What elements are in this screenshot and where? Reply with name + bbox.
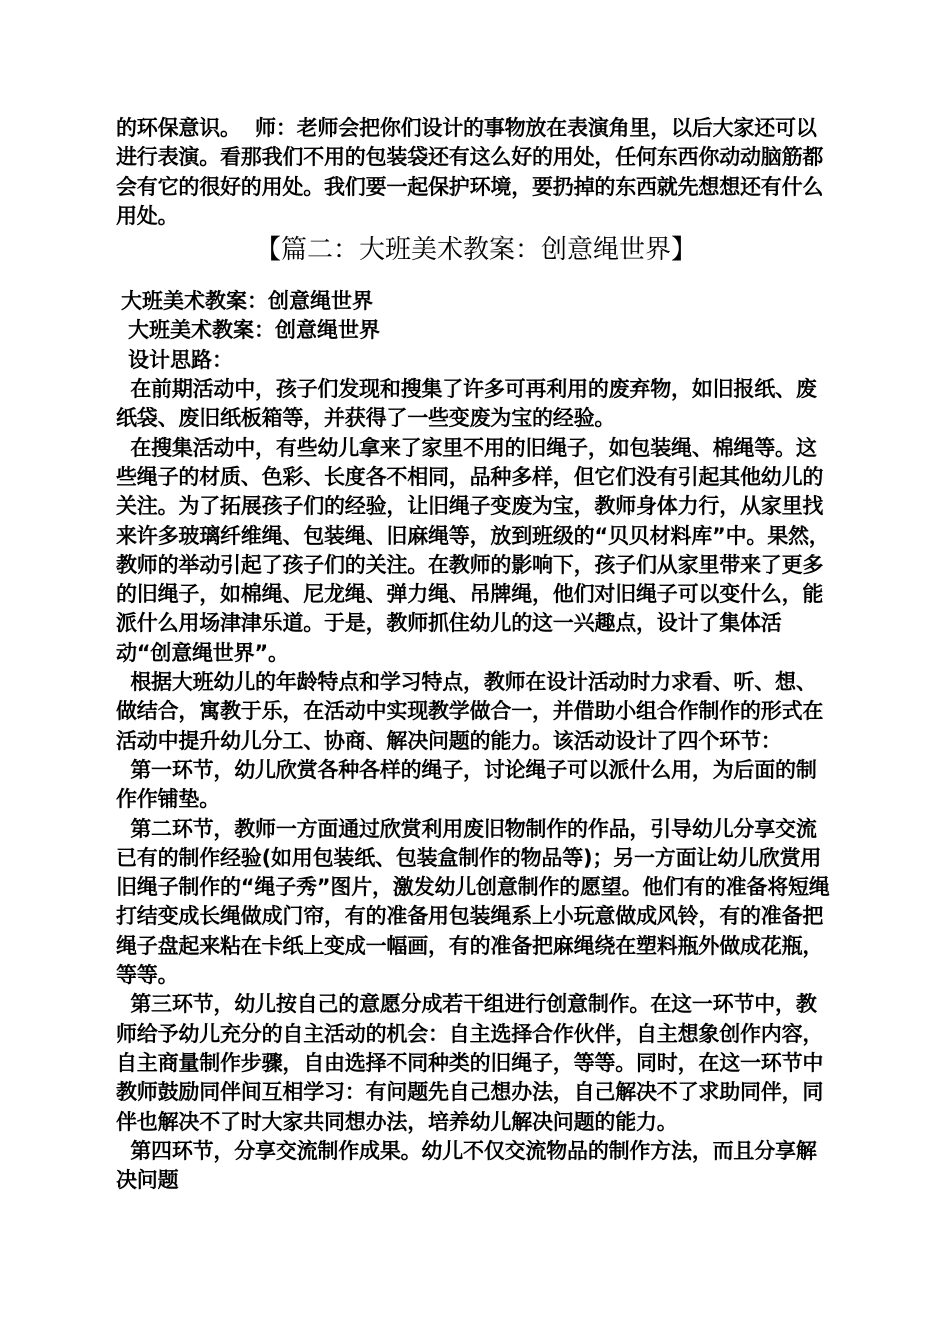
paragraph-stage-one: 第一环节，幼儿欣赏各种各样的绳子，讨论绳子可以派什么用，为后面的制作作铺垫。 (116, 757, 817, 812)
section-heading: 【篇二：大班美术教案：创意绳世界】 (254, 235, 697, 266)
paragraph-design-principles: 根据大班幼儿的年龄特点和学习特点，教师在设计活动时力求看、听、想、做结合，寓教于乐，在活动中实现教学做合一，并借助小组合作制作的形式在活动中提升幼儿分工、协商、解决问题的能力。该活动设计了四个环节： (116, 670, 824, 753)
paragraph-stage-two: 第二环节，教师一方面通过欣赏利用废旧物制作的作品，引导幼儿分享交流已有的制作经验(如用包装纸、包装盒制作的物品等)；另一方面让幼儿欣赏用旧绳子制作的“绳子秀”图片，激发幼儿创意制作的愿望。他们有的准备将短绳打结变成长绳做成门帘，有的准备用包装绳系上小玩意做成风铃，有的准备把绳子盘起来粘在卡纸上变成一幅画，有的准备把麻绳绕在塑料瓶外做成花瓶，等等。 (116, 816, 830, 988)
design-label: 设计思路： (128, 347, 233, 372)
title-line-1: 大班美术教案：创意绳世界 (121, 289, 373, 314)
intro-paragraph: 的环保意识。 师：老师会把你们设计的事物放在表演角里，以后大家还可以进行表演。看那我们不用的包装袋还有这么好的用处，任何东西你动动脑筋都会有它的很好的用处。我们要一起保护环境，要扔掉的东西就先想想还有什么用处。 (116, 116, 824, 228)
paragraph-stage-three: 第三环节，幼儿按自己的意愿分成若干组进行创意制作。在这一环节中，教师给予幼儿充分的自主活动的机会：自主选择合作伙伴，自主想象创作内容，自主商量制作步骤，自由选择不同种类的旧绳子，等等。同时，在这一环节中教师鼓励同伴间互相学习：有问题先自己想办法，自己解决不了求助同伴，同伴也解决不了时大家共同想办法，培养幼儿解决问题的能力。 (116, 992, 824, 1134)
paragraph-early-activity: 在前期活动中，孩子们发现和搜集了许多可再利用的废弃物，如旧报纸、废纸袋、废旧纸板箱等，并获得了一些变废为宝的经验。 (116, 377, 817, 431)
paragraph-collecting-ropes: 在搜集活动中，有些幼儿拿来了家里不用的旧绳子，如包装绳、棉绳等。这些绳子的材质、色彩、长度各不相同，品种多样，但它们没有引起其他幼儿的关注。为了拓展孩子们的经验，让旧绳子变废为宝，教师身体力行，从家里找来许多玻璃纤维绳、包装绳、旧麻绳等，放到班级的“贝贝材料库”中。果然，教师的举动引起了孩子们的关注。在教师的影响下，孩子们从家里带来了更多的旧绳子，如棉绳、尼龙绳、弹力绳、吊牌绳，他们对旧绳子可以变什么，能派什么用场津津乐道。于是，教师抓住幼儿的这一兴趣点，设计了集体活动“创意绳世界”。 (116, 435, 830, 665)
paragraph-stage-four: 第四环节，分享交流制作成果。幼儿不仅交流物品的制作方法，而且分享解决问题 (116, 1138, 817, 1193)
title-line-2: 大班美术教案：创意绳世界 (128, 318, 380, 343)
document-page (116, 114, 836, 1195)
